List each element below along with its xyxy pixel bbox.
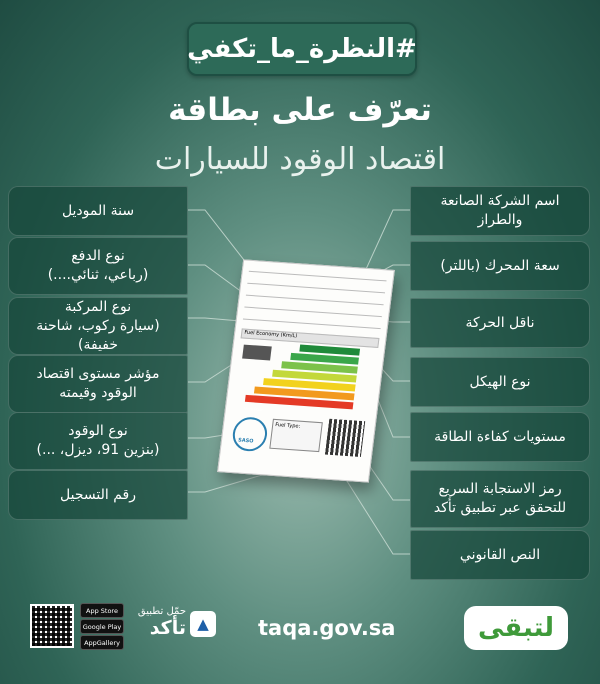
label-fuel-economy-indicator: مؤشر مستوى اقتصاد الوقود وقيمته (8, 355, 188, 413)
label-legal-text: النص القانوني (410, 530, 590, 580)
website-url[interactable]: taqa.gov.sa (258, 616, 396, 640)
level-bar-7: Very Poor (245, 395, 354, 409)
card-qr-code-icon (325, 419, 365, 457)
title-line-2: اقتصاد الوقود للسيارات (154, 142, 446, 177)
label-model-year: سنة الموديل (8, 186, 188, 236)
label-vehicle-type: نوع المركبة (سيارة ركوب، شاحنة خفيفة) (8, 297, 188, 355)
label-registration-number: رقم التسجيل (8, 470, 188, 520)
label-transmission: ناقل الحركة (410, 298, 590, 348)
label-fuel-type: نوع الوقود (بنزين 91، ديزل، ...) (8, 412, 188, 470)
download-qr-code-icon[interactable] (30, 604, 74, 648)
label-qr-code: رمز الاستجابة السريع للتحقق عبر تطبيق تأكد (410, 470, 590, 528)
taakad-app-icon[interactable]: ▲ (190, 611, 216, 637)
google-play-badge[interactable]: Google Play (80, 619, 124, 634)
app-gallery-badge[interactable]: AppGallery (80, 635, 124, 650)
label-energy-levels: مستويات كفاءة الطاقة (410, 412, 590, 462)
saso-logo-icon: SASO (231, 416, 269, 452)
brand-logo: لتبقى (464, 606, 568, 650)
hashtag-text: #النظرة_ما_تكفي (187, 34, 417, 64)
app-store-badge[interactable]: App Store (80, 603, 124, 618)
label-drive-type: نوع الدفع (رباعي، ثنائي....) (8, 237, 188, 295)
taakad-app-text: حمّل تطبيق تأكد (137, 606, 186, 639)
label-manufacturer-model: اسم الشركة الصانعة والطراز (410, 186, 590, 236)
fuel-type-box: Fuel Type: (269, 419, 323, 452)
rating-arrow (242, 345, 272, 361)
label-engine-capacity: سعة المحرك (باللتر) (410, 241, 590, 291)
fuel-economy-card (217, 259, 395, 482)
title-line-1: تعرّف على بطاقة (168, 92, 432, 128)
fuel-economy-header: Fuel Economy (Km/L) (241, 328, 380, 348)
label-body-type: نوع الهيكل (410, 357, 590, 407)
